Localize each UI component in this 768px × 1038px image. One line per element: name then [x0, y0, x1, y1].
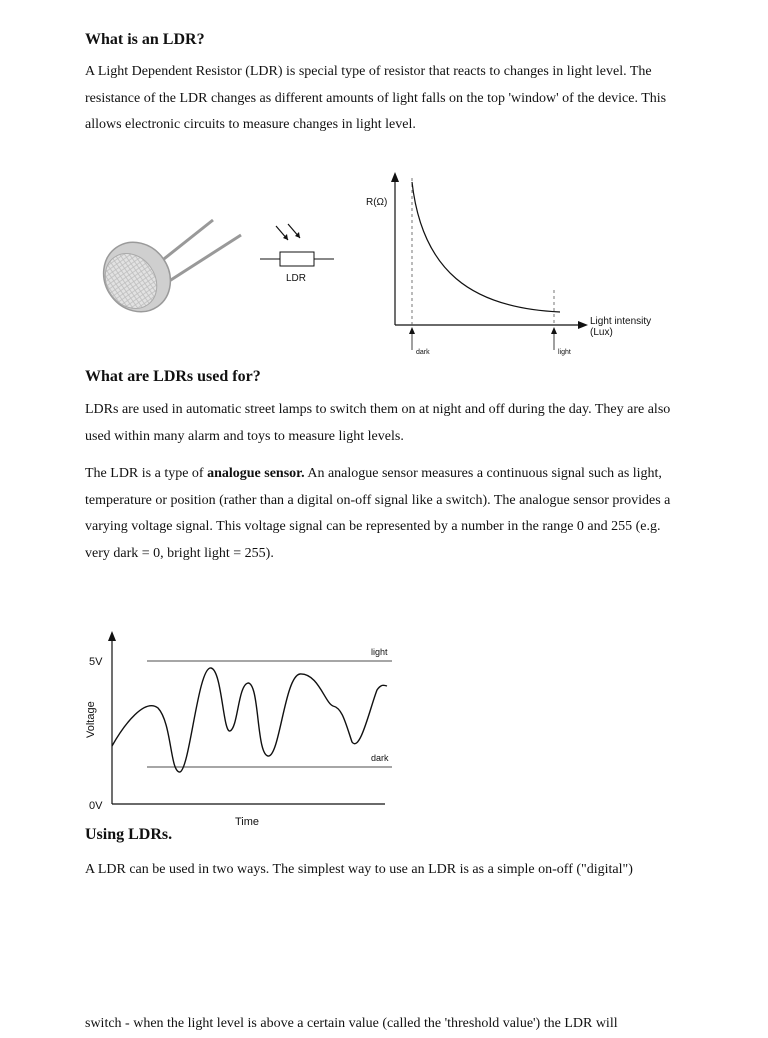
- analogue-intro-text: The LDR is a type of: [85, 466, 208, 481]
- paragraph-ldr-uses: LDRs are used in automatic street lamps to switch them on at night and off during the day. They are also used within many alarm and toys to measure light levels.: [85, 402, 671, 444]
- analogue-sensor-term: analogue sensor.: [207, 466, 305, 481]
- dark-threshold-label: dark: [371, 753, 389, 763]
- voltage-time-graph: [80, 628, 400, 833]
- paragraph-analogue-sensor: [85, 461, 685, 567]
- heading-using-ldrs: Using LDRs.: [85, 826, 173, 843]
- light-threshold-label: light: [371, 647, 388, 657]
- heading-what-is-ldr: What is an LDR?: [85, 31, 205, 48]
- resistance-axis-label: R(Ω): [366, 197, 388, 208]
- ldr-component-illustration: [95, 205, 255, 320]
- light-marker-label: light: [558, 349, 571, 356]
- voltage-axis-label: Voltage: [85, 701, 97, 738]
- ldr-symbol-label: LDR: [286, 273, 307, 284]
- time-axis-label: Time: [235, 816, 260, 828]
- paragraph-cut-line: switch - when the light level is above a certain value (called the 'threshold value') the LDR will: [85, 1016, 618, 1031]
- ldr-schematic-symbol: [258, 222, 338, 287]
- heading-ldr-uses: What are LDRs used for?: [85, 368, 261, 385]
- light-intensity-unit-label: (Lux): [590, 327, 613, 338]
- zero-volt-tick: 0V: [89, 800, 103, 812]
- paragraph-using-ldrs: A LDR can be used in two ways. The simplest way to use an LDR is as a simple on-off ("digital"): [85, 862, 633, 877]
- five-volt-tick: 5V: [89, 656, 103, 668]
- paragraph-ldr-definition: A Light Dependent Resistor (LDR) is special type of resistor that reacts to changes in light level. The resistance of the LDR changes as different amounts of light falls on the top 'window' of the device. This allows electronic circuits to measure changes in light level.: [85, 64, 667, 132]
- analogue-description-text: An analogue sensor measures a continuous signal such as light, temperature or position (rather than a digital on-off signal like a switch). The analogue sensor provides a varying voltage signal. This voltage signal can be represented by a number in the range 0 and 255 (e.g. very dark = 0, bright light = 255).: [85, 466, 671, 561]
- light-intensity-axis-label: Light intensity: [590, 316, 652, 327]
- resistance-light-graph: [360, 170, 660, 365]
- dark-marker-label: dark: [416, 349, 430, 356]
